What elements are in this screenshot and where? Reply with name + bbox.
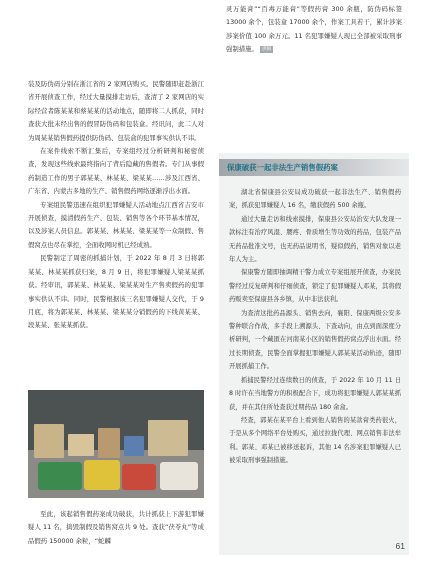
paragraph: 装及防伪码分别在浙江省的 2 家网店购买。民警随即赶赴浙江省开展侦查工作，经过大量摸排走访后，查清了 2 家网店的实际经营者陈某某和蔡某某的活动地点，随即将二人抓获，同时查获大批未经出售的假冒防伪码和包装盒。经讯问，此二人对为周某某销售假药提供防伪码、包装盒的犯罪事实供认不讳。 [28, 80, 204, 142]
sidebar-title-bar [219, 159, 409, 176]
left-bottom-text [28, 508, 204, 548]
carton-box [34, 424, 64, 458]
sidebar-body [229, 186, 401, 468]
sidebar-paragraph: 经查，郭某在某平台上看到他人销售的某款膏类药很火，于是从多个网络平台处购买，通过拉拢代理、网点销售非法牟利。郭某、邓某已被移送起诉，其他 14 名涉案犯罪嫌疑人已被采取刑事强制措施。 [229, 416, 401, 465]
paragraph: 在案件线索不断汇集后，专案组经过分析研判和秘密侦查，发现这些线索最终指向了背后隐藏的售假者。专门从事假药制造工作的男子郭某某、林某某、梁某某……涉及江西省、广东省、内蒙古多地的生产、销售假药网络逐渐浮出水面。 [28, 147, 204, 196]
blue-box [124, 436, 144, 456]
sidebar-paragraph: 通过大量走访和线索摸排，保康县公安局治安大队发现一款标注有治疗风湿、腰疼、骨质增生等功效的药品，包装产品无药品批准文号，也无药品说明书，疑似假药，销售对象以老年人为主。 [229, 215, 401, 264]
carton-box [148, 420, 188, 456]
green-package-pile [38, 462, 82, 490]
paragraph [226, 3, 402, 57]
paragraph: 民警制定了周密的抓捕计划，于 2022 年 8 月 3 日将郭某某、林某某抓获归案，8 月 9 日，将犯罪嫌疑人梁某某抓获。经审讯，郭某某、林某某、梁某某对生产售卖假药的犯罪事实供认不讳。同时，民警根据该三名犯罪嫌疑人交代，于 9 月底，将为郭某某、林某某、梁某某分销假药的下线黄某某、段某某、张某某抓获。 [28, 254, 204, 330]
paragraph: 专案组民警迅速在组织犯罪嫌疑人活动地点江西省吉安市开展侦查，摸清假药生产、包装、销售等各个环节基本情况，以及涉案人员信息。郭某某、林某某、梁某某等一众制假、售假窝点也尽在掌控，全面收网时机已经成熟。 [28, 200, 204, 249]
white-bottle-pile [160, 462, 198, 490]
sidebar-paragraph: 保康警方随即抽调精干警力成立专案组展开侦查，办案民警经过反复研判和仔细侦查，锁定了犯罪嫌疑人邓某，其将假药贩卖至保康县各乡镇，从中非法获利。 [229, 269, 401, 304]
red-package-pile [122, 464, 156, 490]
sidebar-paragraph: 为查清这批药品源头、销售去向，襄阳、保康两级公安多警种联合作战，多手段上溯源头、下查动向，由点到面深度分析研判，一个藏匿在河南某小区的销售假药窝点浮出水面。经过长期侦查，民警全面掌握犯罪嫌疑人郭某某活动轨迹，随即开展抓捕工作。 [229, 309, 401, 371]
carton-box [68, 434, 94, 456]
left-column-text [28, 78, 204, 333]
page-number: 61 [395, 541, 405, 551]
sidebar-title: 保康破获一起非法生产销售假药案 [227, 163, 338, 172]
paragraph: 至此，该起销售假药案成功破获，共计抓获上下游犯罪嫌疑人 11 名，捣毁制假及销售窝点共 9 处。查获“茯苓丸”等成品假药 150000 余粒，“蛇麟 [28, 510, 204, 545]
seized-goods-photo [28, 390, 204, 498]
right-top-text [226, 3, 402, 57]
sidebar-paragraph: 湖北省保康县公安局成功破获一起非法生产、销售假药案，抓获犯罪嫌疑人 16 名，缴获假药 500 余瓶。 [229, 189, 401, 210]
carton-box [98, 428, 120, 458]
yellow-package-pile [84, 460, 120, 490]
paragraph-text: 灵万能膏”“百毒万能膏”等假药膏 300 余瓶，防伪码标签 13000 余个，包装盒 17000 余个，作案工具若干，累计涉案涉案价值 100 余万元。11 名犯罪嫌疑人现已全部被采取刑事强制措施。 [226, 5, 402, 54]
source-tag: 供稿 [262, 47, 272, 53]
case-sidebar-box [219, 153, 409, 555]
sidebar-paragraph: 抓捕民警经过连续数日的侦查，于 2022 年 10 月 11 日 8 时许在当地警方的积极配合下，成功将犯罪嫌疑人郭某某抓获，并在其住所处查获过期药品 180 余盒。 [229, 376, 401, 411]
